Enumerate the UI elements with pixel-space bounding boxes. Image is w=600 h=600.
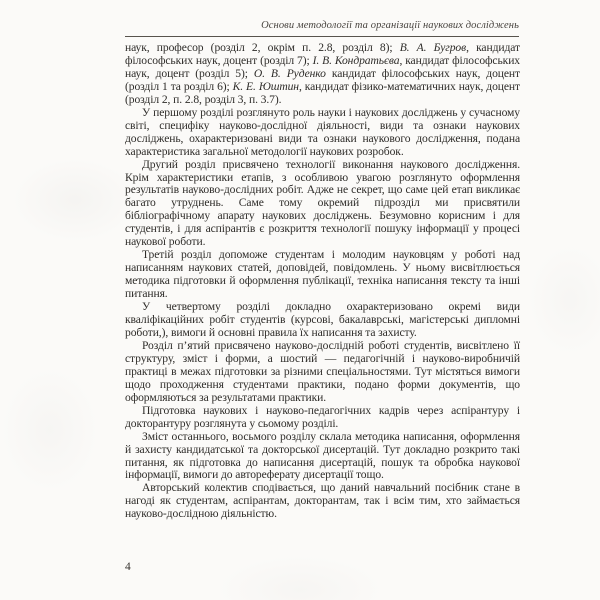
paragraph-authors-continued — [125, 42, 520, 107]
author-name: І. В. Кондратьєва — [312, 53, 400, 67]
text-run: , кандидат філософських наук, доцент (розділ 5); — [125, 53, 520, 80]
author-name: О. В. Руденко — [253, 66, 326, 80]
paragraph-chapter-8: Зміст останнього, восьмого розділу склала методика написання, оформлення й захисту кандидатської та докторської дисертацій. Тут докладно розкрито такі питання, як підготовка до написання дисертацій, пошук та обробка наукової інформації, вимоги до автореферату дисертації тощо. — [125, 429, 520, 482]
paragraph-chapter-7: Підготовка наукових і науково-педагогічних кадрів через аспірантуру і докторантуру розглянута у сьомому розділі. — [125, 403, 520, 430]
author-name: К. Е. Юштин — [232, 79, 299, 93]
text-run: , кандидат філософських наук, доцент (розділ 7); — [125, 41, 520, 67]
paragraph-chapters-5-6: Розділ п’ятий присвячено науково-дослідній роботі студентів, висвітлено її структуру, зміст і форми, а шостий — педагогічній і науково-виробничій практиці в межах підготовки за різними спеціальностями. Тут містяться вимоги щодо проходження студентами практики, подано форми документів, що оформляються за результатами практики. — [125, 338, 520, 404]
paragraph-closing: Авторський колектив сподівається, що даний навчальний посібник стане в нагоді як студентам, аспірантам, докторантам, так і всім тим, хто займається науково-дослідною діяльністю. — [125, 481, 520, 521]
paragraph-chapter-3: Третій розділ допоможе студентам і молодим науковцям у роботі над написанням наукових статей, доповідей, повідомлень. У ньому висвітлюється методика підготовки й оформлення публікації, техніка написання тексту та інші питання. — [125, 248, 520, 301]
text-run: , кандидат фізико-математичних наук, доцент (розділ 2, п. 2.8, розділ 3, п. 3.7). — [125, 79, 520, 106]
paragraph-chapter-2: Другий розділ присвячено технології виконання наукового дослідження. Крім характеристики етапів, з особливою увагою розглянуто оформлення результатів науково-дослідних робіт. Адже не секрет, що саме цей етап викликає багато утруднень. Саме тому окремий підрозділ ми присвятили бібліографічному апарату наукових досліджень. Безумовно корисним і для студентів, і для аспірантів є розкриття технології пошуку інформації у процесі наукової роботи. — [125, 157, 520, 249]
page-number: 4 — [125, 561, 131, 573]
paragraph-chapter-4: У четвертому розділі докладно охарактеризовано окремі види кваліфікаційних робіт студентів (курсові, бакалаврські, магістерські дипломні роботи,), вимоги й основні правила їх написання та захисту. — [125, 300, 520, 339]
paragraph-chapter-1: У першому розділі розглянуто роль науки і наукових досліджень у сучасному світі, специфіку науково-дослідної діяльності, види та ознаки наукових досліджень, охарактеризовані види та ознаки наукового дослідження, подана характеристика загальної методології наукових розробок. — [125, 105, 520, 158]
text-run: кандидат філософських наук, доцент (розділ 1 та розділ 6); — [125, 66, 521, 93]
page-body — [125, 42, 520, 521]
author-name: В. А. Бугров — [399, 41, 467, 54]
text-run: наук, професор (розділ 2, окрім п. 2.8, розділ 8); — [125, 41, 400, 54]
running-header: Основи методології та організації наукових досліджень — [261, 20, 519, 31]
header-rule — [125, 36, 519, 37]
